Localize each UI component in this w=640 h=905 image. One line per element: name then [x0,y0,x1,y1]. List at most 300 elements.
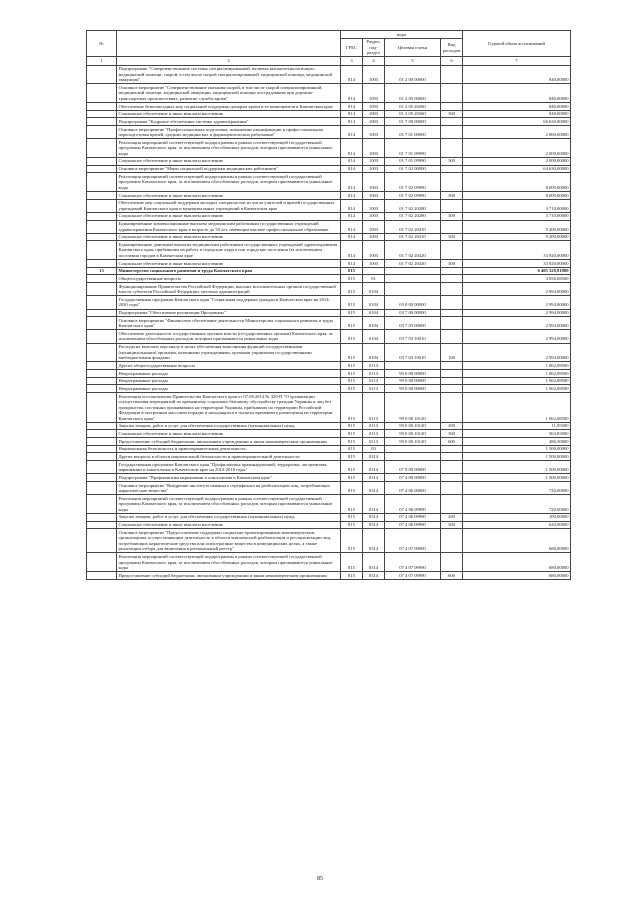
cell-name: Другие общегосударственные вопросы [117,362,341,370]
cell-csr: 07 4 07 09990 [385,553,441,572]
table-row [87,453,571,461]
cell-amount: 11,95500 [463,422,571,430]
cell-csr: 01 7 01 00000 [385,126,441,139]
cell-rz: 0314 [363,482,385,495]
cell-grbs: 815 [341,377,363,385]
cell-grbs: 814 [341,110,363,118]
cell-grbs: 814 [341,157,363,165]
cell-amount: 563,83000 [463,430,571,438]
cell-vr [441,241,463,260]
cell-name: Предоставление субсидий бюджетным, автономным учреждениям и иным некоммерческим организациям [117,438,341,446]
cell-rz: 0314 [363,453,385,461]
budget-table [86,30,571,580]
cell-csr: 03 7 00 00000 [385,309,441,317]
cell-grbs: 815 [341,422,363,430]
cell-vr: 300 [441,191,463,199]
table-row [87,267,571,275]
cell-vr [441,173,463,192]
cell-no [87,84,117,103]
table-row [87,330,571,343]
cell-rz: 0104 [363,296,385,309]
table-row [87,126,571,139]
header-name [117,31,341,57]
table-row [87,309,571,317]
cell-csr: 99 0 00 10120 [385,393,441,423]
table-row [87,445,571,453]
cell-name: Подпрограмма "Обеспечение реализации Программы" [117,309,341,317]
cell-grbs: 815 [341,453,363,461]
cell-rz: 0314 [363,474,385,482]
cell-csr: 03 0 00 00000 [385,296,441,309]
cell-amount: 840,00000 [463,65,571,84]
cell-vr [441,362,463,370]
table-row [87,157,571,165]
cell-csr [385,453,441,461]
table-header-row [87,31,571,39]
cell-grbs: 814 [341,65,363,84]
cell-grbs: 815 [341,529,363,553]
cell-amount: 840,00000 [463,84,571,103]
cell-no [87,260,117,268]
cell-rz: 1003 [363,199,385,212]
cell-name: Основное мероприятие "Финансовое обеспечение деятельности Министерства социального развития и труда Камчатского края" [117,317,341,330]
table-row [87,430,571,438]
cell-name: Общегосударственные вопросы [117,275,341,283]
cell-vr [441,461,463,474]
table-row [87,377,571,385]
cell-vr [441,283,463,296]
cell-no [87,430,117,438]
table-row [87,110,571,118]
cell-name: Обеспечение деятельности государственных органов власти (государственных органов) Камчатского края, за исключением обособленных расходов, которым присваиваются уникальные коды [117,330,341,343]
cell-amount: 33 920,00000 [463,241,571,260]
cell-rz: 1003 [363,212,385,220]
cell-name: Реализация постановления Правительства Камчатского края от 07.08.2014 № 329-П "О организации осуществления мероприятий по временному социально-бытовому обустройству граждан Украины и лиц без гражданства, постоянно проживавших на территории Украины, прибывших на территорию Российской Федерации в экстренном массовом порядке и находящихся в пунктах временного размещения на территории Камчатского края" [117,393,341,423]
cell-csr: 01 2 05 20260 [385,110,441,118]
cell-csr [385,283,441,296]
cell-vr [441,165,463,173]
cell-name: Обеспечение безвозмездных мер социальной поддержки донорам крови и ее компонентов в Камчатском крае [117,102,341,110]
table-row [87,521,571,529]
cell-amount: 2 994,00000 [463,309,571,317]
cell-name: Подпрограмма "Кадровое обеспечение системы здравоохранения" [117,118,341,126]
cell-csr: 99 0 00 00000 [385,385,441,393]
cell-amount: 8 000,00000 [463,191,571,199]
cell-name: Государственная программа Камчатского края "Профилактика правонарушений, терроризма, экстремизма, наркомании и алкоголизма в Камчатском крае на 2014-2018 годы" [117,461,341,474]
column-index: 4 [363,57,385,65]
cell-grbs: 815 [341,430,363,438]
cell-amount: 3 710,00000 [463,199,571,212]
table-row [87,385,571,393]
cell-vr [441,377,463,385]
cell-vr [441,309,463,317]
cell-name: Другие вопросы в области национальной безопасности и правоохранительной деятельности [117,453,341,461]
cell-amount: 720,00000 [463,495,571,514]
cell-grbs: 814 [341,191,363,199]
table-row [87,482,571,495]
cell-name: Реализация мероприятий соответствующей подпрограммы в рамках соответствующей государственной программы Камчатского края, за исключением обособленных расходов, которым присваиваются уникальные коды [117,139,341,158]
column-index: 6 [441,57,463,65]
cell-no [87,241,117,260]
cell-amount: 1 062,08500 [463,369,571,377]
cell-grbs: 814 [341,139,363,158]
cell-vr [441,267,463,275]
cell-amount: 2 000,00000 [463,126,571,139]
cell-amount: 100,00000 [463,513,571,521]
cell-name: Непрограммные расходы [117,369,341,377]
cell-csr: 99 0 00 10120 [385,438,441,446]
cell-vr: 200 [441,513,463,521]
cell-no [87,343,117,362]
cell-name: Реализация мероприятий соответствующей подпрограммы в рамках соответствующей государственной программы Камчатского края, за исключением обособленных расходов, которым присваиваются уникальные коды [117,553,341,572]
cell-csr: 01 2 05 20260 [385,102,441,110]
cell-csr: 07 4 06 09990 [385,513,441,521]
cell-csr: 07 4 07 00000 [385,529,441,553]
cell-no [87,377,117,385]
cell-vr [441,553,463,572]
cell-amount: 680,00000 [463,529,571,553]
cell-grbs: 815 [341,369,363,377]
cell-name: Единовременные компенсационные выплаты медицинским работникам государственных учреждений здравоохранения Камчатского края в возрасте до 50 лет, имеющим высшее профессиональное образование [117,220,341,233]
cell-grbs: 814 [341,102,363,110]
cell-csr [385,445,441,453]
cell-rz: 1003 [363,118,385,126]
cell-amount: 486,30000 [463,438,571,446]
cell-no [87,317,117,330]
cell-vr: 300 [441,521,463,529]
cell-no [87,482,117,495]
cell-no: 13 [87,267,117,275]
cell-csr: 01 7 01 09990 [385,139,441,158]
cell-no [87,461,117,474]
cell-grbs: 815 [341,474,363,482]
cell-rz: 1003 [363,165,385,173]
cell-vr [441,118,463,126]
cell-no [87,553,117,572]
cell-vr: 100 [441,343,463,362]
cell-grbs: 815 [341,513,363,521]
cell-name: Министерство социального развития и труда Камчатского края [117,267,341,275]
cell-vr [441,445,463,453]
cell-vr [441,296,463,309]
cell-rz: 0113 [363,430,385,438]
cell-vr [441,102,463,110]
cell-grbs: 814 [341,260,363,268]
cell-csr: 01 7 02 00000 [385,165,441,173]
cell-amount: 8 000,00000 [463,173,571,192]
cell-csr: 07 4 00 00000 [385,474,441,482]
cell-grbs: 815 [341,275,363,283]
cell-grbs: 815 [341,495,363,514]
cell-grbs: 814 [341,118,363,126]
header-vr: Вид расходов [441,38,463,57]
table-row [87,495,571,514]
cell-grbs: 815 [341,267,363,275]
cell-csr: 99 0 00 10120 [385,430,441,438]
cell-vr [441,65,463,84]
cell-csr: 01 7 02 20420 [385,260,441,268]
cell-grbs: 815 [341,343,363,362]
cell-no [87,422,117,430]
cell-grbs: 815 [341,309,363,317]
cell-grbs: 814 [341,241,363,260]
table-row [87,118,571,126]
cell-csr: 03 7 03 10010 [385,343,441,362]
cell-rz: 1003 [363,84,385,103]
cell-no [87,296,117,309]
cell-name: Расходы на выплаты персоналу в целях обеспечения выполнения функций государственными (муниципальными) органами, казенными учреждениями, органами управления государственными внебюджетными фондами [117,343,341,362]
cell-amount: 64 630,00000 [463,165,571,173]
cell-vr [441,84,463,103]
column-index: 3 [341,57,363,65]
cell-csr: 01 7 02 20280 [385,212,441,220]
cell-amount: 620,00000 [463,521,571,529]
cell-name: Социальное обеспечение и иные выплаты населению [117,430,341,438]
table-row [87,65,571,84]
cell-name: Основное мероприятие "Совершенствование оказания скорой, в том числе скорой специализированной, медицинской помощи, медицинской эвакуации, медицинской помощи пострадавшим при дорожно-транспортных происшествиях, развитие службы крови" [117,84,341,103]
cell-csr: 01 7 02 20410 [385,220,441,233]
cell-amount: 3 710,00000 [463,212,571,220]
cell-grbs: 815 [341,393,363,423]
cell-csr [385,267,441,275]
cell-no [87,102,117,110]
table-row [87,474,571,482]
cell-no [87,453,117,461]
cell-name: Национальная безопасность и правоохранительная деятельность [117,445,341,453]
cell-csr: 07 4 06 00000 [385,482,441,495]
cell-vr [441,317,463,330]
cell-grbs: 815 [341,521,363,529]
cell-rz: 0113 [363,438,385,446]
cell-no [87,275,117,283]
cell-no [87,521,117,529]
cell-vr [441,126,463,139]
cell-csr: 01 7 02 20420 [385,241,441,260]
table-row [87,513,571,521]
cell-grbs: 815 [341,553,363,572]
cell-no [87,309,117,317]
cell-amount: 2 994,00000 [463,317,571,330]
cell-rz: 03 [363,445,385,453]
cell-name: Основное мероприятие "Меры социальной поддержки медицинских работников" [117,165,341,173]
table-row [87,139,571,158]
cell-grbs: 815 [341,445,363,453]
header-razdel: Раздел, под-раздел [363,38,385,57]
cell-grbs: 814 [341,212,363,220]
cell-no [87,283,117,296]
table-row [87,283,571,296]
cell-vr: 300 [441,430,463,438]
cell-name: Государственная программа Камчатского края "Социальная поддержка граждан в Камчатском крае на 2014-2020 годы" [117,296,341,309]
cell-name: Социальное обеспечение и иные выплаты населению [117,521,341,529]
cell-vr: 300 [441,212,463,220]
header-no: № [87,31,117,57]
cell-rz: 0104 [363,309,385,317]
cell-no [87,191,117,199]
cell-vr [441,369,463,377]
cell-rz: 1003 [363,241,385,260]
cell-csr: 07 4 06 09990 [385,495,441,514]
table-row [87,173,571,192]
cell-rz [363,267,385,275]
cell-rz: 1003 [363,102,385,110]
cell-vr: 200 [441,422,463,430]
cell-grbs: 814 [341,199,363,212]
cell-rz: 0113 [363,393,385,423]
cell-amount: 680,00000 [463,572,571,580]
cell-no [87,220,117,233]
cell-amount: 680,00000 [463,553,571,572]
table-row [87,199,571,212]
cell-rz: 0314 [363,521,385,529]
cell-vr [441,199,463,212]
cell-rz: 0314 [363,461,385,474]
header-total: Годовой объем ассигнований [463,31,571,57]
table-row [87,191,571,199]
cell-name: Предоставление субсидий бюджетным, автономным учреждениям и иным некоммерческим организациям [117,572,341,580]
cell-grbs: 814 [341,233,363,241]
table-row [87,422,571,430]
cell-vr: 300 [441,110,463,118]
cell-rz: 0314 [363,572,385,580]
cell-no [87,362,117,370]
cell-grbs: 814 [341,220,363,233]
cell-name: Непрограммные расходы [117,377,341,385]
cell-csr: 03 7 03 10010 [385,330,441,343]
cell-rz: 1003 [363,157,385,165]
cell-amount: 1 062,08500 [463,362,571,370]
cell-vr [441,220,463,233]
cell-name: Непрограммные расходы [117,385,341,393]
cell-no [87,445,117,453]
cell-amount: 2 994,00000 [463,283,571,296]
header-grbs: ГРБС [341,38,363,57]
table-row [87,461,571,474]
cell-rz: 1003 [363,139,385,158]
cell-grbs: 815 [341,362,363,370]
cell-name: Социальное обеспечение и иные выплаты населению [117,157,341,165]
cell-rz: 0113 [363,362,385,370]
cell-name: Социальное обеспечение и иные выплаты населению [117,110,341,118]
cell-csr: 99 0 00 00000 [385,369,441,377]
cell-rz: 0113 [363,369,385,377]
cell-amount: 1 062,08500 [463,393,571,423]
cell-csr [385,362,441,370]
cell-csr: 99 0 00 10120 [385,422,441,430]
cell-rz: 0104 [363,343,385,362]
cell-amount: 2 994,00000 [463,330,571,343]
cell-name: Основное мероприятие "Профессиональная подготовка, повышение квалификации и профессиональная переподготовка врачей, средних медицинских и фармацевтических работников" [117,126,341,139]
cell-amount: 1 062,08500 [463,385,571,393]
cell-vr: 600 [441,438,463,446]
table-row [87,84,571,103]
cell-grbs: 815 [341,482,363,495]
table-row [87,438,571,446]
cell-name: Социальное обеспечение и иные выплаты населению [117,233,341,241]
cell-vr [441,482,463,495]
cell-no [87,157,117,165]
column-index-row [87,57,571,65]
column-index: 7 [463,57,571,65]
cell-grbs: 815 [341,317,363,330]
cell-vr [441,529,463,553]
table-row [87,220,571,233]
cell-no [87,495,117,514]
cell-vr [441,139,463,158]
cell-rz: 0314 [363,553,385,572]
cell-rz: 0104 [363,330,385,343]
table-row [87,260,571,268]
cell-amount: 2 000,00000 [463,139,571,158]
header-csr: Целевая статья [385,38,441,57]
cell-rz: 0314 [363,513,385,521]
cell-no [87,474,117,482]
cell-vr: 600 [441,572,463,580]
cell-vr [441,495,463,514]
cell-rz: 1003 [363,65,385,84]
table-body [87,65,571,579]
cell-amount: 2 000,00000 [463,157,571,165]
cell-no [87,199,117,212]
cell-no [87,385,117,393]
cell-grbs: 815 [341,572,363,580]
cell-no [87,393,117,423]
cell-csr: 01 2 00 00000 [385,65,441,84]
cell-name: Социальное обеспечение и иные выплаты населению [117,191,341,199]
cell-grbs: 815 [341,385,363,393]
cell-vr [441,453,463,461]
cell-csr: 01 7 02 20410 [385,233,441,241]
cell-no [87,173,117,192]
cell-name: Подпрограмма "Совершенствование системы специализированной, включая высокотехнологичную, медицинской помощи, скорой, в том числе скорой специализированной, медицинской помощи, медицинской эвакуации" [117,65,341,84]
cell-rz: 0113 [363,422,385,430]
cell-csr: 01 7 02 09990 [385,191,441,199]
cell-csr: 03 7 03 00000 [385,317,441,330]
cell-csr: 01 7 00 00000 [385,118,441,126]
cell-amount: 2 994,00000 [463,343,571,362]
cell-csr [385,275,441,283]
cell-csr: 99 0 00 00000 [385,377,441,385]
cell-rz: 1003 [363,191,385,199]
cell-name: Социальное обеспечение и иные выплаты населению [117,260,341,268]
cell-no [87,139,117,158]
cell-no [87,65,117,84]
cell-no [87,110,117,118]
cell-amount: 4 056,08500 [463,275,571,283]
cell-no [87,126,117,139]
cell-grbs: 815 [341,330,363,343]
cell-name: Основное мероприятие "Внедрение института именного сертификата на реабилитацию лиц, потребляющих наркотические вещества" [117,482,341,495]
cell-no [87,165,117,173]
cell-rz: 1003 [363,126,385,139]
cell-grbs: 815 [341,296,363,309]
table-row [87,572,571,580]
cell-no [87,572,117,580]
table-row [87,369,571,377]
cell-no [87,438,117,446]
cell-csr: 01 7 01 09990 [385,157,441,165]
cell-name: Закупка товаров, работ и услуг для обеспечения государственных (муниципальных) нужд [117,422,341,430]
cell-csr: 01 2 05 00000 [385,84,441,103]
cell-name: Основное мероприятие "Предоставление поддержки социально-ориентированным некоммерческим организациям, осуществляющим деятельность в области комплексной реабилитации и ресоциализации лиц, потребляющих наркотические средства или психотропные вещества в немедицинских целях, а также реализации отбора для включения в региональный реестр" [117,529,341,553]
cell-grbs: 815 [341,438,363,446]
cell-vr: 300 [441,260,463,268]
cell-amount: 1 062,08500 [463,377,571,385]
cell-name: Функционирование Правительства Российской Федерации, высших исполнительных органов государственной власти субъектов Российской Федерации, местных администраций [117,283,341,296]
cell-amount: 720,00000 [463,482,571,495]
cell-name: Реализация мероприятий соответствующей подпрограммы в рамках соответствующей государственной программы Камчатского края, за исключением обособленных расходов, которым присваиваются уникальные коды [117,495,341,514]
table-row [87,317,571,330]
